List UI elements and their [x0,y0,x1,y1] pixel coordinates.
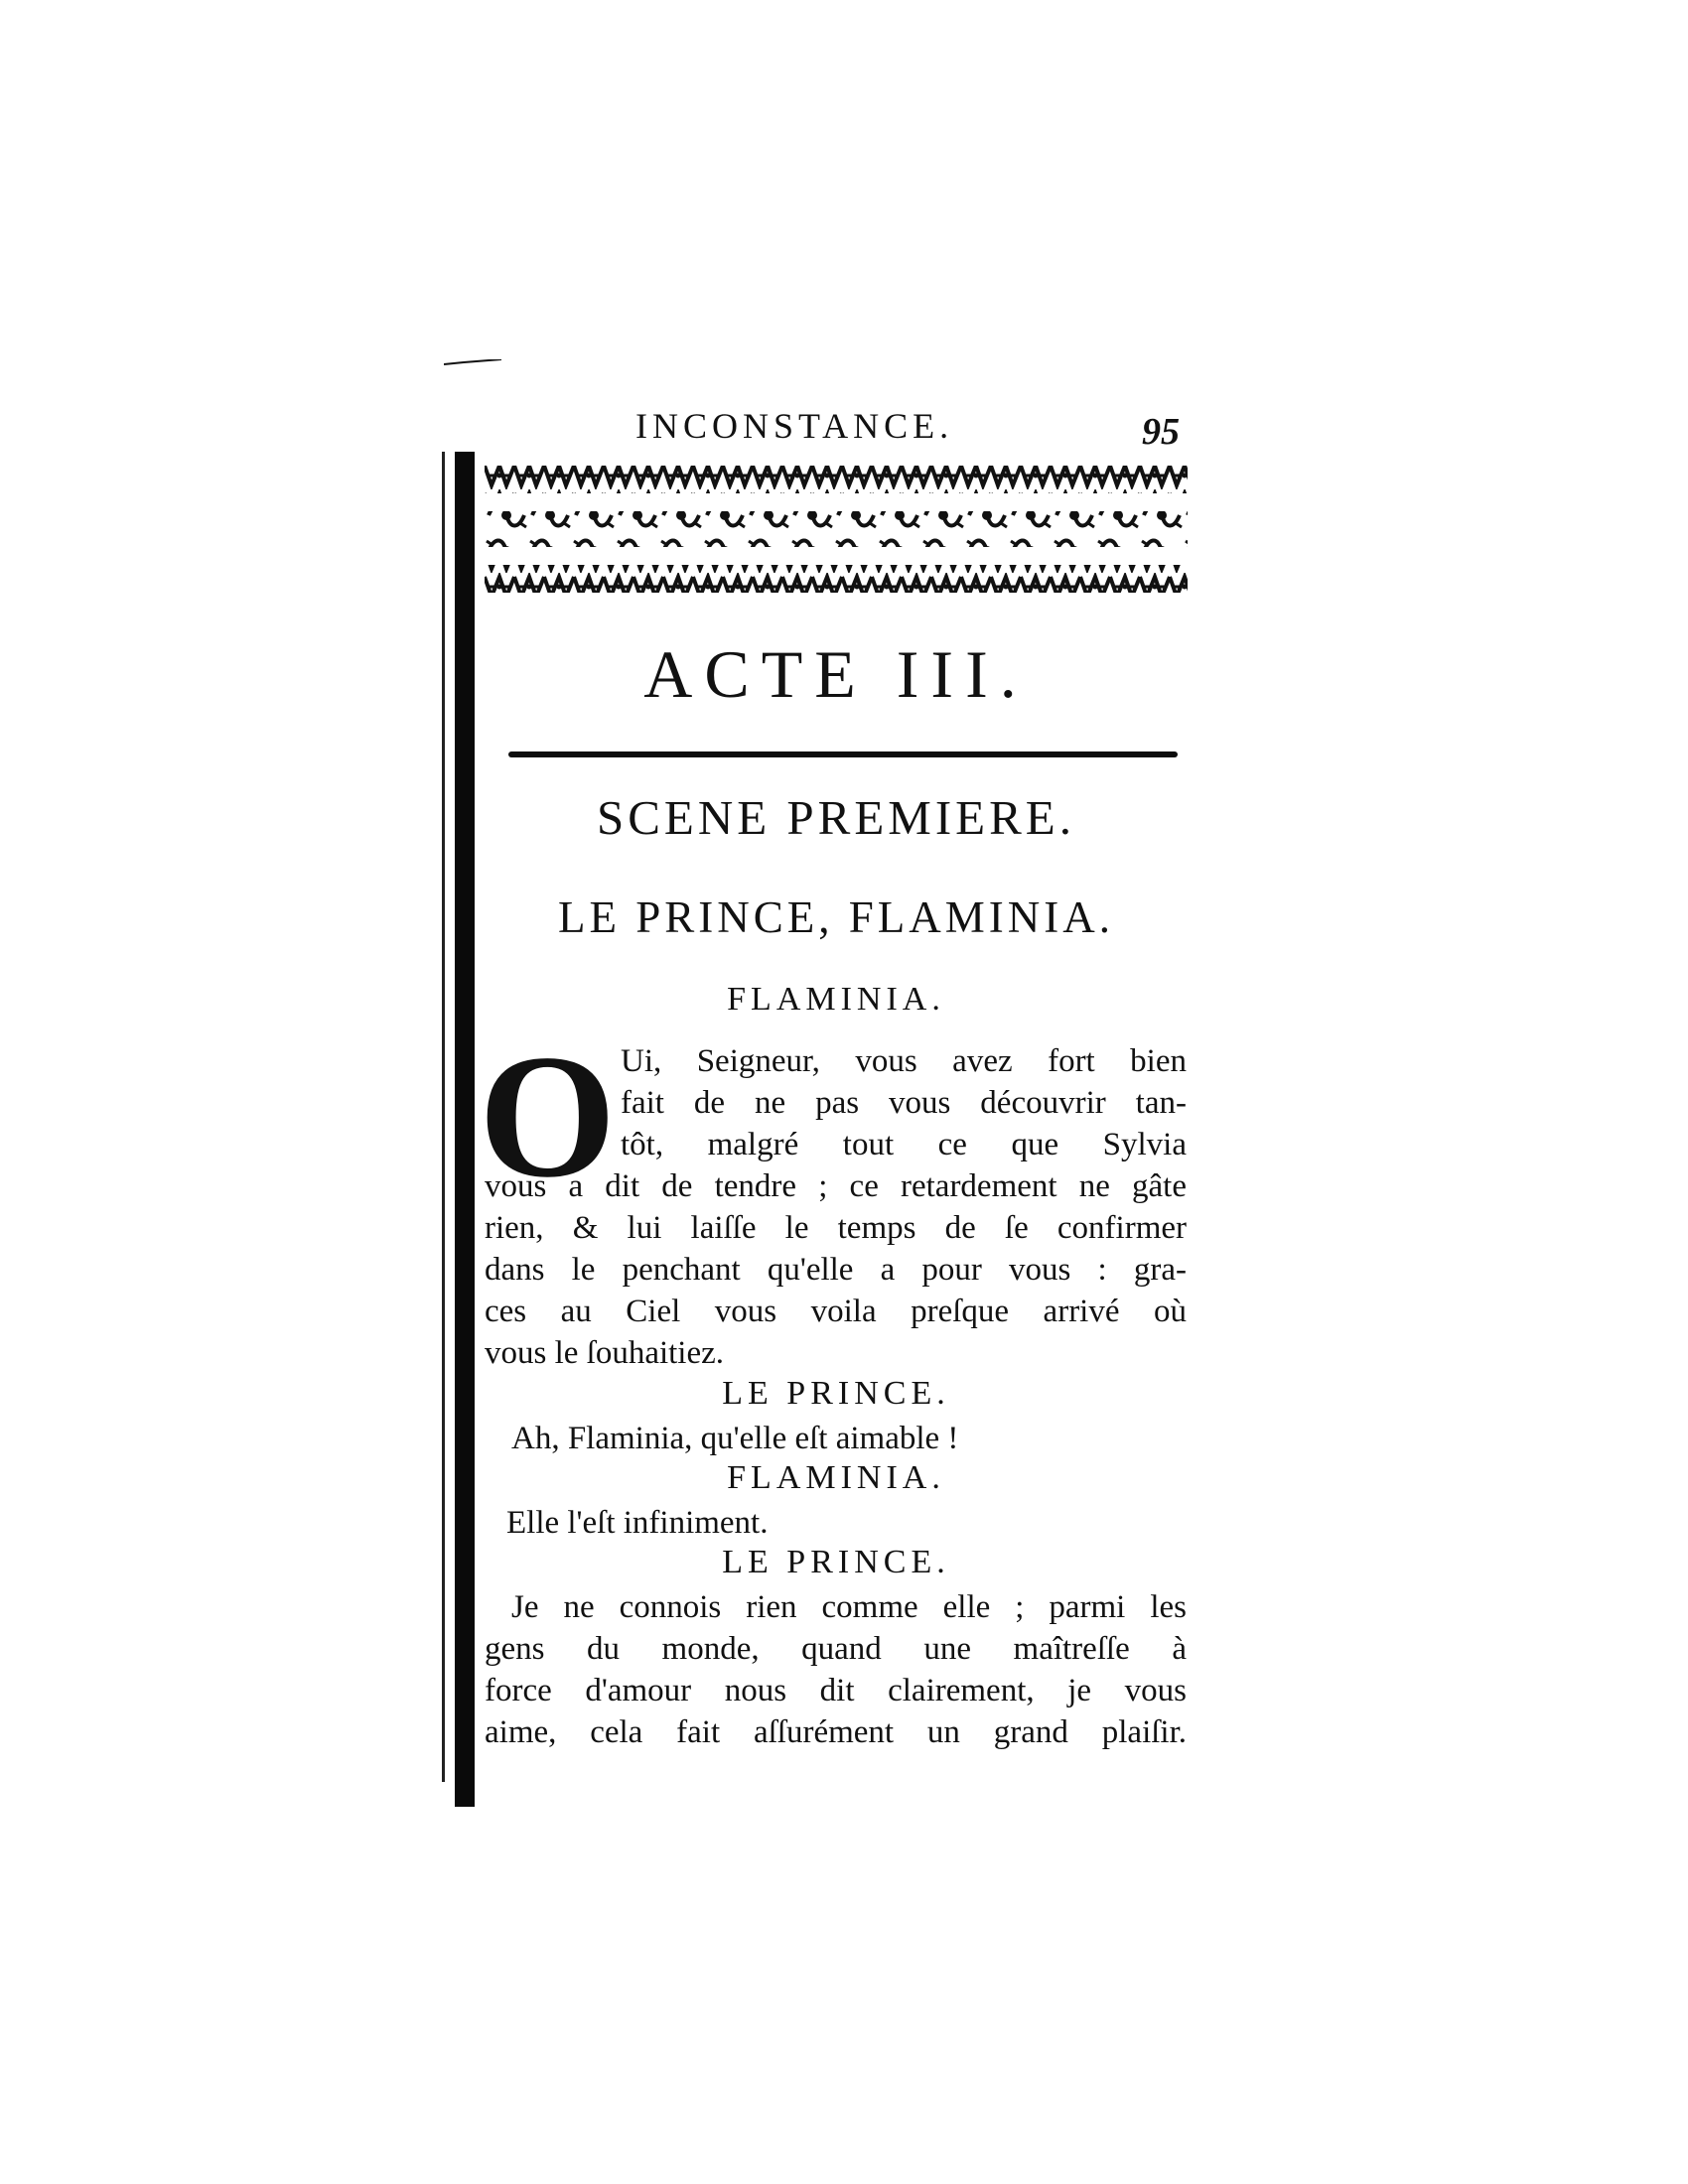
text-line: aime, cela fait aſſurément un grand plaiſir. [485,1714,1187,1750]
text-line: Ah, Flaminia, qu'elle eſt aimable ! [511,1421,959,1456]
ornamental-headpiece [485,462,1188,601]
text-line: ces au Ciel vous voila preſque arrivé où [485,1294,1187,1329]
speaker-name: FLAMINIA. [727,1459,945,1496]
text-line: vous le ſouhaitiez. [485,1335,725,1371]
scene-title: SCENE PREMIERE. [597,790,1075,845]
act-title: ACTE III. [643,636,1029,712]
speaker-name: LE PRINCE. [722,1375,950,1412]
text-line: Je ne connois rien comme elle ; parmi les [511,1589,1187,1625]
text-line: dans le penchant qu'elle a pour vous : gra- [485,1252,1187,1288]
dramatis-personae: LE PRINCE, FLAMINIA. [558,892,1114,942]
text-line: Ui, Seigneur, vous avez fort bien [621,1043,1187,1079]
text-line: force d'amour nous dit clairement, je vous [485,1673,1187,1708]
text-line: gens du monde, quand une maîtreſſe à [485,1631,1187,1667]
stray-mark [444,359,501,365]
text-line: tôt, malgré tout ce que Sylvia [621,1127,1187,1162]
drop-cap: O [479,1018,617,1214]
text-line: Elle l'eſt infiniment. [506,1505,769,1541]
speaker-name: FLAMINIA. [727,981,945,1018]
title-rule [508,751,1178,757]
text-line: fait de ne pas vous découvrir tan- [621,1085,1187,1121]
speaker-name: LE PRINCE. [722,1544,950,1580]
page-number: 95 [1142,411,1180,453]
binding-shadow [455,452,475,1807]
text-line: vous a dit de tendre ; ce retardement ne gâte [485,1168,1187,1204]
text-line: rien, & lui laiſſe le temps de ſe confirmer [485,1210,1187,1246]
running-head: INCONSTANCE. [635,406,954,446]
page-edge-line [442,452,445,1782]
